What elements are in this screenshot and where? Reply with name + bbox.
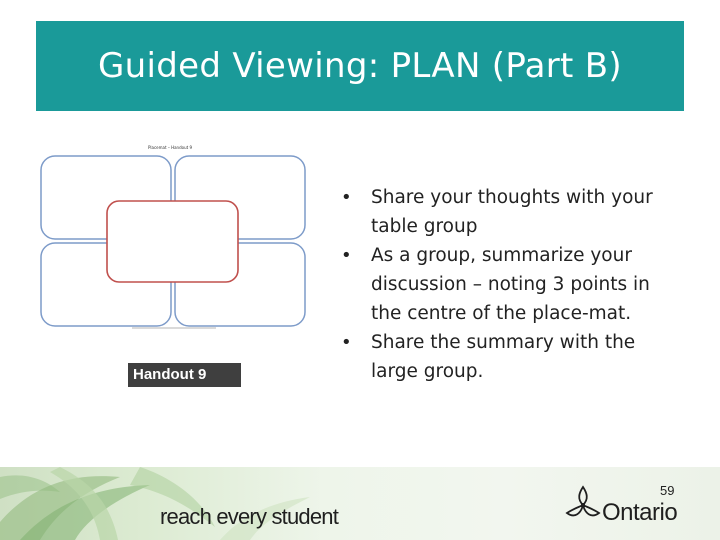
bullet-item (340, 183, 680, 241)
slide-title: Guided Viewing: PLAN (Part B) (98, 46, 622, 86)
bullet-marker: • (341, 187, 352, 208)
handout-label: Handout 9 (128, 363, 241, 387)
placemat-diagram (36, 141, 312, 336)
ontario-logo-text: Ontario (602, 499, 678, 526)
bullet-text: Share your thoughts with your table group (371, 187, 653, 237)
bullet-marker: • (341, 245, 352, 266)
bullet-list (340, 183, 680, 386)
placemat-centre-box (107, 201, 238, 282)
placemat-heading: Placemat – Handout 9 (148, 145, 192, 150)
tagline: reach every student (160, 504, 339, 529)
page-number: 59 (660, 483, 675, 498)
bullet-item (340, 241, 680, 328)
title-bar (36, 21, 684, 111)
placemat-thumbnail (36, 141, 312, 336)
bullet-item (340, 328, 680, 386)
bullet-text: Share the summary with the large group. (371, 332, 636, 382)
bullet-text: As a group, summarize your discussion – noting 3 points in the centre of the place-mat. (371, 245, 650, 324)
trillium-icon (563, 483, 603, 525)
bullet-marker: • (341, 332, 352, 353)
